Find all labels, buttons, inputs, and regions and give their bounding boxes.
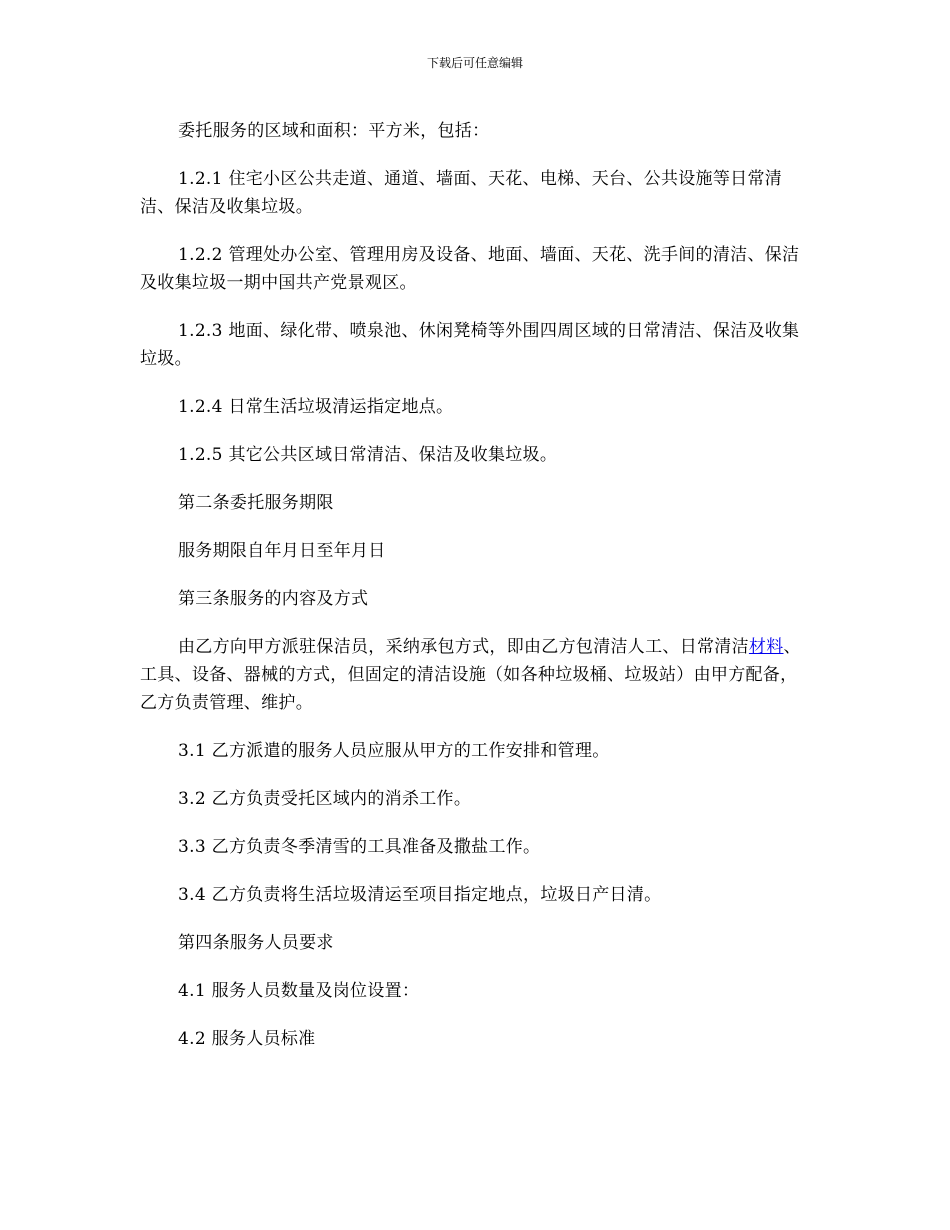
- paragraph-4-2: 4.2 服务人员标准: [178, 1029, 316, 1049]
- page-header: 下载后可任意编辑: [426, 56, 523, 70]
- paragraph-4-1: 4.1 服务人员数量及岗位设置：: [178, 981, 420, 1001]
- paragraph-3-1: 3.1 乙方派遣的服务人员应服从甲方的工作安排和管理。: [178, 741, 610, 761]
- heading-article-4: 第四条服务人员要求: [178, 933, 334, 953]
- document-body: [140, 117, 812, 1073]
- paragraph-service-area: 委托服务的区域和面积：平方米，包括：: [178, 121, 490, 141]
- paragraph-1-2-5: 1.2.5 其它公共区域日常清洁、保洁及收集垃圾。: [178, 445, 558, 465]
- paragraph-1-2-3: 1.2.3 地面、绿化带、喷泉池、休闲凳椅等外围四周区域的日常清洁、保洁及收集垃圾。: [140, 321, 800, 369]
- paragraph-service-method: [140, 633, 812, 717]
- materials-link[interactable]: 材料: [748, 637, 784, 657]
- paragraph-3-3: 3.3 乙方负责冬季清雪的工具准备及撒盐工作。: [178, 837, 541, 857]
- service-text-before-link: 由乙方向甲方派驻保洁员，采纳承包方式，即由乙方包清洁人工、日常清洁: [178, 637, 749, 657]
- service-text-after-link: 、工具、设备、器械的方式，但固定的清洁设施（如各种垃圾桶、垃圾站）由甲方配备，乙方负责管理、维护。: [140, 637, 801, 713]
- paragraph-1-2-4: 1.2.4 日常生活垃圾清运指定地点。: [178, 397, 454, 417]
- heading-article-2: 第二条委托服务期限: [178, 493, 334, 513]
- paragraph-1-2-1: 1.2.1 住宅小区公共走道、通道、墙面、天花、电梯、天台、公共设施等日常清洁、保洁及收集垃圾。: [140, 169, 783, 217]
- paragraph-1-2-2: 1.2.2 管理处办公室、管理用房及设备、地面、墙面、天花、洗手间的清洁、保洁及收集垃圾一期中国共产党景观区。: [140, 245, 800, 293]
- paragraph-3-4: 3.4 乙方负责将生活垃圾清运至项目指定地点，垃圾日产日清。: [178, 885, 662, 905]
- paragraph-service-term: 服务期限自年月日至年月日: [178, 541, 386, 561]
- heading-article-3: 第三条服务的内容及方式: [178, 589, 369, 609]
- paragraph-3-2: 3.2 乙方负责受托区域内的消杀工作。: [178, 789, 472, 809]
